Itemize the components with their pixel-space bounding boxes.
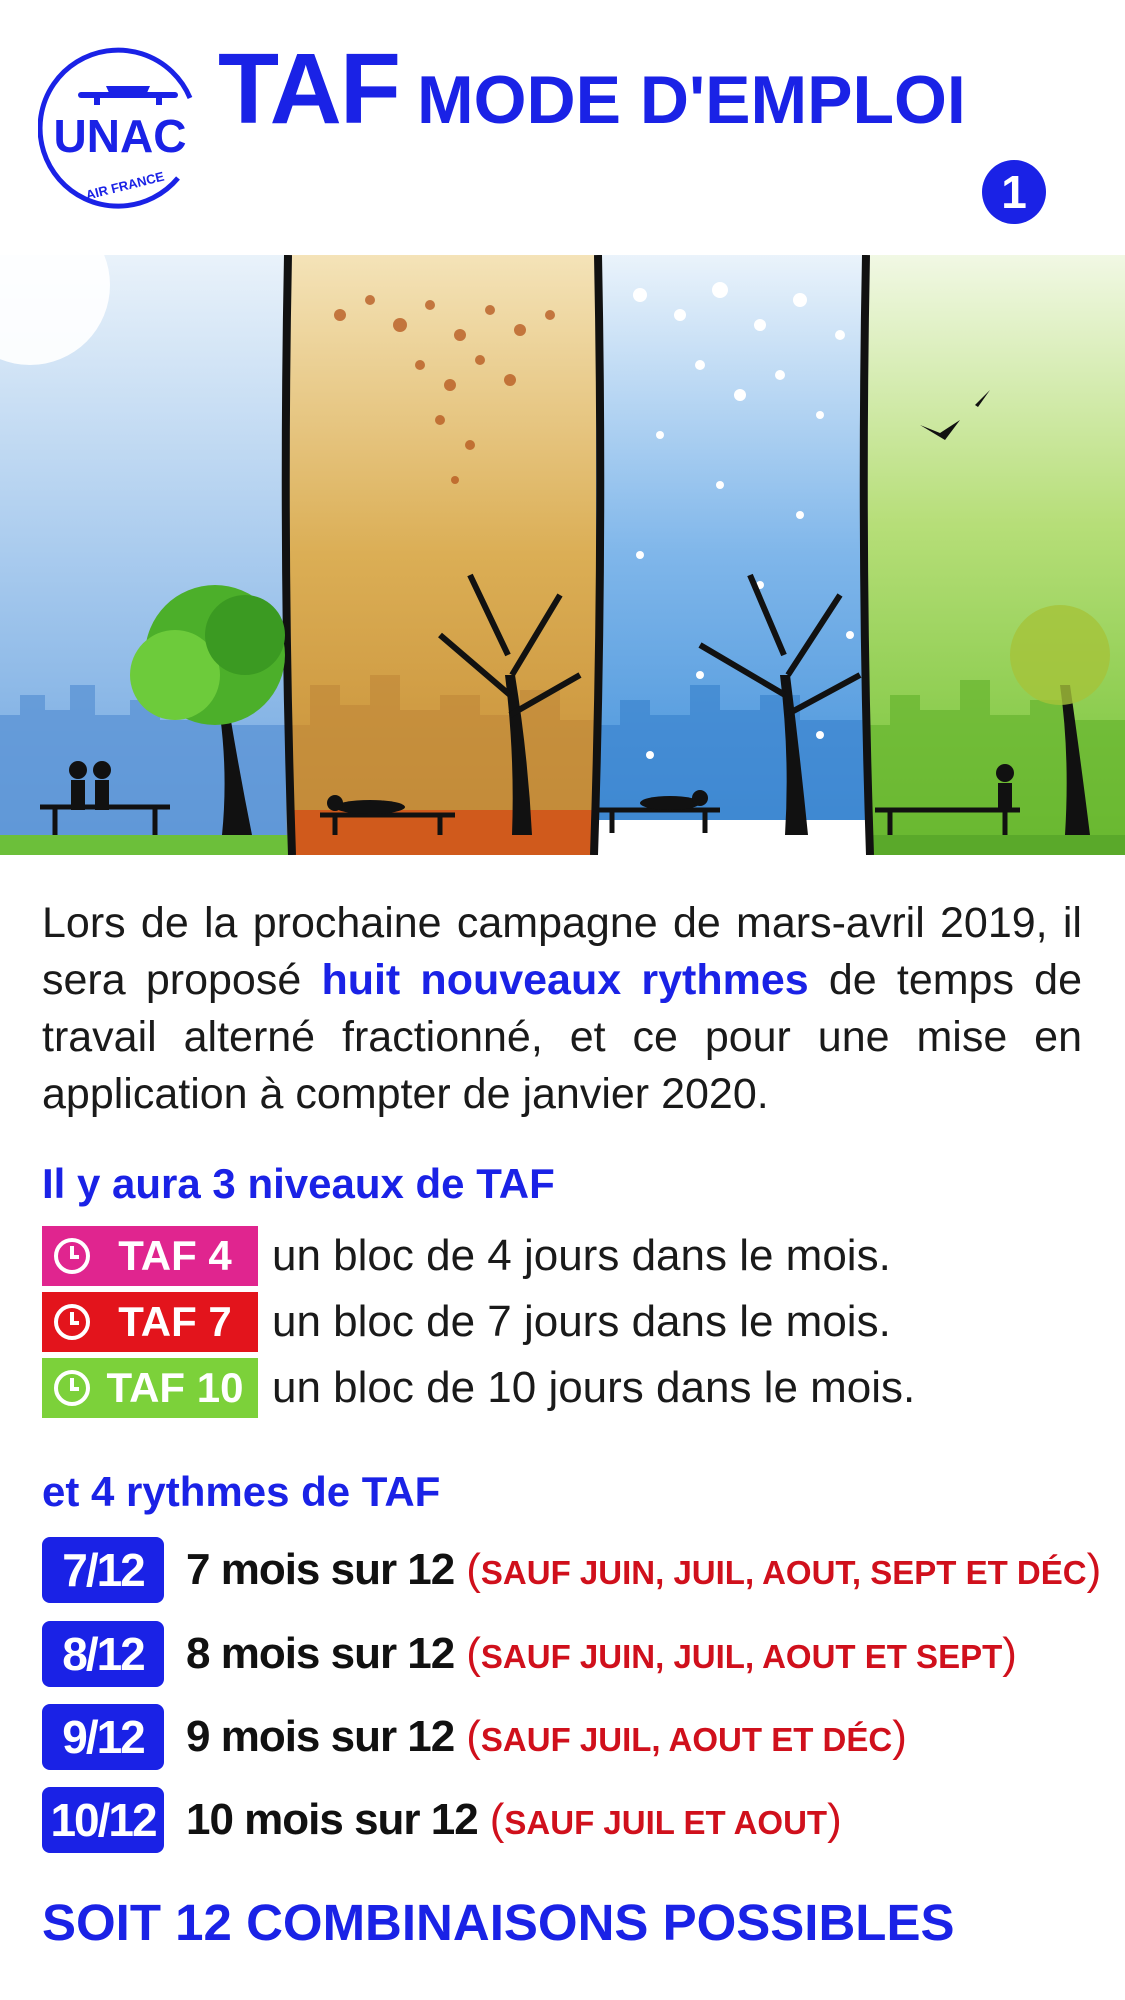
intro-text-after: de temps de travail alterné fractionné, et ce pour une mise en application à compter de janvier 2020. — [42, 956, 1082, 1118]
rhythm-exception-text: SAUF JUIL ET AOUT — [504, 1804, 828, 1841]
rhythm-row — [42, 1787, 842, 1853]
taf-level-row — [42, 1292, 891, 1352]
rhythm-row — [42, 1621, 1017, 1687]
rhythm-main: 8 mois sur 12 — [186, 1629, 455, 1678]
page-number-badge: 1 — [982, 160, 1046, 224]
header — [0, 0, 1125, 255]
intro-highlight: huit nouveaux rythmes — [321, 956, 809, 1004]
rhythm-tag: 7/12 — [42, 1537, 164, 1603]
rhythm-exception-text: SAUF JUIN, JUIL, AOUT ET SEPT — [480, 1638, 1003, 1675]
taf-level-row — [42, 1226, 891, 1286]
rhythm-exception: (SAUF JUIL ET AOUT) — [489, 1795, 842, 1844]
rhythm-exception-text: SAUF JUIL, AOUT ET DÉC — [480, 1721, 893, 1758]
taf-7-desc: un bloc de 7 jours dans le mois. — [272, 1297, 891, 1346]
rhythm-row — [42, 1704, 907, 1770]
taf-7-tag — [42, 1292, 258, 1352]
taf-level-row — [42, 1358, 915, 1418]
rhythm-main: 10 mois sur 12 — [186, 1795, 478, 1844]
taf-4-tag — [42, 1226, 258, 1286]
airplane-icon — [78, 86, 178, 105]
rhythm-tag: 9/12 — [42, 1704, 164, 1770]
seasons-illustration — [0, 255, 1125, 855]
rhythm-exception: (SAUF JUIL, AOUT ET DÉC) — [466, 1712, 907, 1761]
rhythm-row — [42, 1537, 1101, 1603]
clock-icon — [54, 1304, 90, 1340]
intro-paragraph — [42, 895, 1082, 1123]
taf-4-label: TAF 4 — [118, 1232, 232, 1279]
taf-10-tag — [42, 1358, 258, 1418]
footer-combinations: SOIT 12 COMBINAISONS POSSIBLES — [42, 1894, 955, 1951]
unac-logo — [38, 40, 208, 210]
rhythms-title: et 4 rythmes de TAF — [42, 1468, 441, 1515]
taf-10-label: TAF 10 — [106, 1364, 244, 1411]
levels-title: Il y aura 3 niveaux de TAF — [42, 1160, 555, 1207]
intro-text-before: Lors de la prochaine campagne de mars-avril 2019, il sera proposé — [42, 899, 1082, 1004]
clock-icon — [54, 1370, 90, 1406]
rhythm-exception: (SAUF JUIN, JUIL, AOUT, SEPT ET DÉC) — [466, 1545, 1102, 1594]
logo-text: UNAC — [53, 110, 187, 162]
page-title — [218, 32, 966, 147]
taf-10-desc: un bloc de 10 jours dans le mois. — [272, 1363, 916, 1412]
rhythm-tag: 10/12 — [42, 1787, 164, 1853]
rhythm-main: 7 mois sur 12 — [186, 1545, 455, 1594]
rhythm-exception-text: SAUF JUIN, JUIL, AOUT, SEPT ET DÉC — [480, 1554, 1087, 1591]
clock-icon — [54, 1238, 90, 1274]
title-taf: TAF — [218, 33, 399, 145]
rhythm-exception: (SAUF JUIN, JUIL, AOUT ET SEPT) — [466, 1629, 1017, 1678]
rhythm-tag: 8/12 — [42, 1621, 164, 1687]
logo-subtext: AIR FRANCE — [84, 168, 166, 203]
title-mode-emploi: MODE D'EMPLOI — [416, 62, 966, 138]
taf-4-desc: un bloc de 4 jours dans le mois. — [272, 1231, 891, 1280]
rhythm-main: 9 mois sur 12 — [186, 1712, 455, 1761]
taf-7-label: TAF 7 — [118, 1298, 232, 1345]
